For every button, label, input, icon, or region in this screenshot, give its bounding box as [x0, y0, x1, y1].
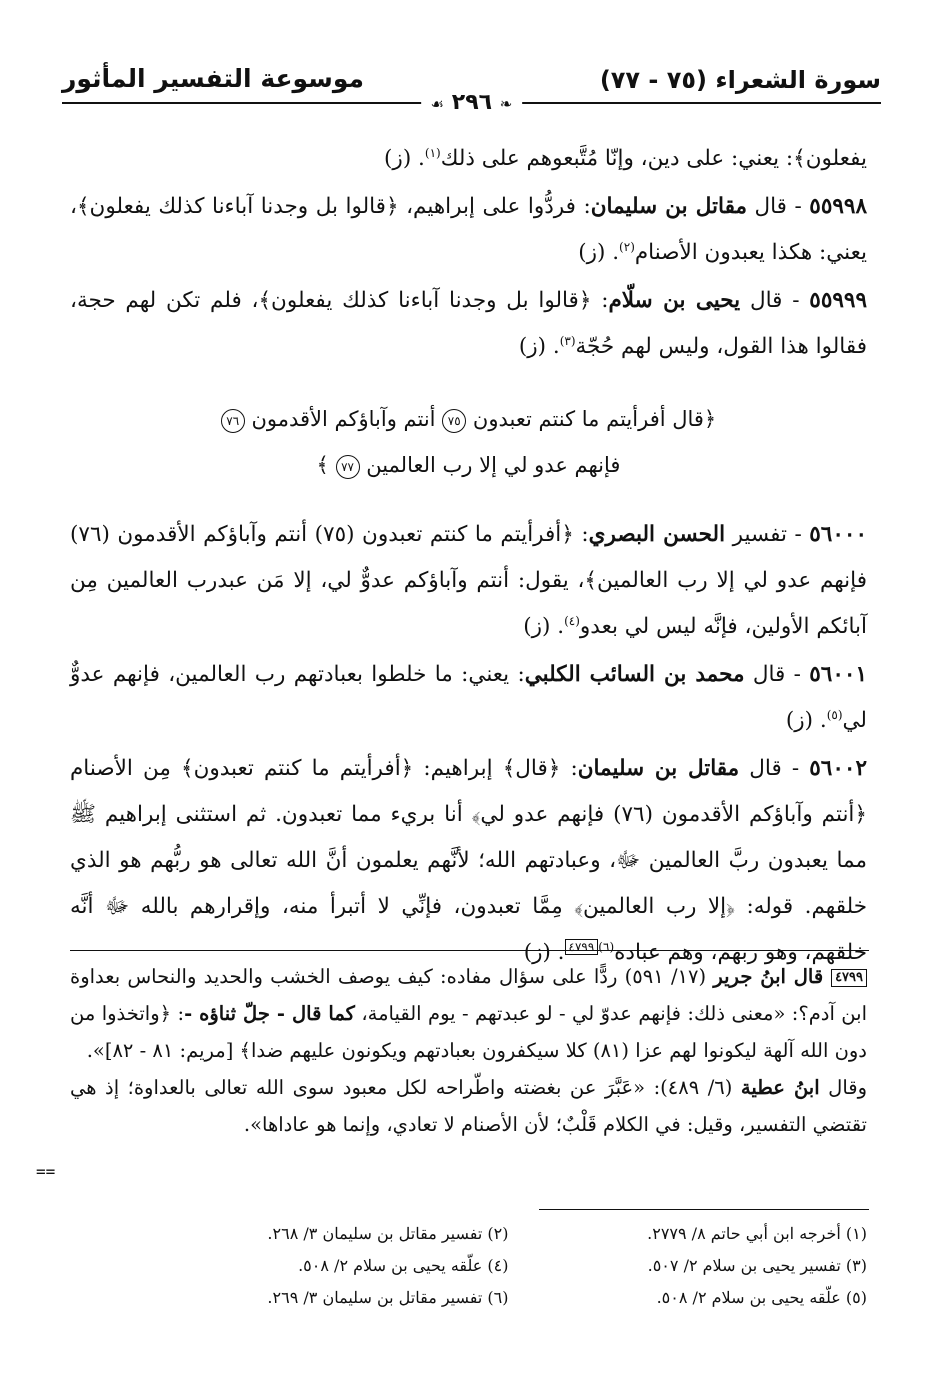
footnote: (٣) تفسير يحيى بن سلام ٢/ ٥٠٧.: [647, 1256, 867, 1275]
footnote: (٥) علّقه يحيى بن سلام ٢/ ٥٠٨.: [656, 1288, 867, 1307]
paragraph: [70, 184, 867, 276]
narrations-before-verse: [70, 136, 867, 370]
quran-verse-block: [70, 396, 867, 488]
text-segment: : يعني: ما خلطوا بعبادتهم رب العالمين، فإنهم عدوٌّ لي: [70, 662, 867, 733]
narrator-name: يحيى بن سلّام: [608, 288, 741, 313]
text-segment: : فردُّوا على إبراهيم،: [398, 194, 591, 219]
text-segment: . (ز): [384, 146, 425, 171]
verse-text: أنتم وآباؤكم الأقدمون: [251, 407, 436, 431]
commentary-rule: [70, 950, 869, 951]
ornament-icon: ❧: [499, 95, 513, 113]
text-segment: . (ز): [518, 334, 560, 359]
footnote: (٤) علّقه يحيى بن سلام ٢/ ٥٠٨.: [298, 1256, 509, 1275]
paragraph: [70, 652, 867, 744]
text-segment: - قال: [744, 662, 810, 687]
footnote: (١) أخرجه ابن أبي حاتم ٨/ ٢٧٧٩.: [647, 1224, 867, 1243]
text-segment: أنا بريء مما تعبدون. ثم استثنى إبراهيم ﷺ مما يعبدون ربَّ العالمين ﷻ، وعبادتهم الله؛ لأنَّهم يعلمون أنَّ الله تعالى هو ربُّهم هو الذي خلقهم. قوله:: [70, 802, 867, 919]
quran-quote: ﴿قالوا بل وجدنا آباءنا كذلك يفعلون﴾: [258, 288, 592, 313]
text-segment: . (ز): [785, 708, 827, 733]
text-segment: ، فلم تكن لهم حجة، فقالوا هذا القول، وليس لهم حُجّة: [70, 288, 867, 359]
paragraph: [70, 958, 867, 1069]
ayah-number-icon: ٧٥: [442, 409, 466, 433]
narration-number: ٥٦٠٠٢: [809, 756, 867, 781]
text-segment: [مريم: ٨١ - ٨٢]».: [86, 1039, 240, 1062]
ayah-number-icon: ٧٦: [221, 409, 245, 433]
paragraph: [70, 1069, 867, 1143]
quran-quote: ﴿إلا رب العالمين﴾: [574, 894, 735, 919]
quran-quote: ﴿واتخذوا من دون الله آلهة ليكونوا لهم عزا (٨١) كلا سيكفرون بعبادتهم ويكونون عليهم ضدا﴾: [70, 1002, 867, 1062]
footnote-ref: (٦): [598, 939, 615, 954]
text-segment: ، يقول: أنتم وآباؤكم عدوٌّ لي، إلا مَن عبدرب العالمين مِن آبائكم الأولين، فإنَّه ليس لي بعدو: [70, 568, 867, 639]
page-header: [62, 58, 881, 114]
narrator-name: ابنُ عطية: [740, 1076, 820, 1099]
book-title: موسوعة التفسير المأثور: [62, 64, 364, 93]
ornament-icon: ☙: [430, 95, 445, 113]
text-segment: - تفسير: [725, 522, 810, 547]
paragraph: [70, 136, 867, 182]
quran-quote: ﴿قال﴾: [502, 756, 561, 781]
narrator-name: مقاتل بن سليمان: [590, 194, 747, 219]
verse-text: ﴿قال أفرأيتم ما كنتم تعبدون: [472, 407, 717, 431]
quran-quote: يفعلون﴾: [793, 146, 867, 171]
footnote-ref: (١): [424, 145, 441, 160]
main-text: [70, 136, 867, 978]
narration-number: ٥٥٩٩٨: [809, 194, 868, 219]
narrator-name: الحسن البصري: [588, 522, 726, 547]
footnote-ref: (٤): [564, 613, 580, 628]
text-segment: مِمَّا تعبدون، فإنِّي لا أتبرأ منه، وإقرارهم بالله ﷻ أنَّه خلقهم، وهو ربهم، وهم عباده: [70, 894, 867, 965]
ayah-number-icon: ٧٧: [336, 455, 360, 479]
verse-close: ﴾: [316, 453, 329, 477]
quran-quote: ﴿قالوا بل وجدنا آباءنا كذلك يفعلون﴾: [76, 194, 399, 219]
commentary-section: [70, 958, 867, 1143]
paragraph: [70, 512, 867, 650]
text-segment: ، يعني: هكذا يعبدون الأصنام: [70, 194, 867, 265]
quran-quote: ﴿أنتم وآباؤكم الأقدمون (٧٦) فإنهم عدو لي﴾: [471, 802, 867, 827]
footnote-ref: (٣): [559, 333, 576, 348]
footnote-row: [150, 1218, 867, 1250]
text-segment: . (ز): [578, 240, 620, 265]
text-segment: :: [573, 522, 589, 547]
page-number-wrap: [421, 90, 523, 115]
text-segment: - قال: [740, 288, 810, 313]
text-segment: وقال: [819, 1076, 868, 1099]
commentary-ref-box: ٤٧٩٩: [831, 969, 867, 987]
footnote-rule: [539, 1209, 869, 1210]
footnote: (٢) تفسير مقاتل بن سليمان ٣/ ٢٦٨.: [267, 1224, 509, 1243]
text-segment: :: [560, 756, 578, 781]
footnotes: [150, 1218, 867, 1314]
commentary-ref-box: ٤٧٩٩: [565, 939, 599, 955]
footnote-ref: (٥): [826, 707, 843, 722]
text-segment: :: [171, 1002, 185, 1025]
verse-line: [70, 396, 867, 442]
text-segment: . (ز): [523, 940, 565, 965]
verse-line: [70, 442, 867, 488]
footnote-row: [150, 1250, 867, 1282]
narration-number: ٥٦٠٠٠: [809, 522, 867, 547]
text-segment: - قال: [746, 194, 810, 219]
narrator-name: قال ابنُ جرير: [713, 965, 832, 988]
paragraph: [70, 278, 867, 370]
text-segment: :: [591, 288, 609, 313]
narrations-after-verse: [70, 512, 867, 976]
text-segment: - قال: [739, 756, 810, 781]
paragraph: [70, 746, 867, 976]
narrator-name: محمد بن السائب الكلبي: [524, 662, 745, 687]
page-number: ٢٩٦: [451, 90, 493, 115]
continuation-mark: ==: [36, 1162, 56, 1181]
quran-quote: ﴿أفرأيتم ما كنتم تعبدون (٧٥) أنتم وآباؤكم الأقدمون (٧٦) فإنهم عدو لي إلا رب العالمين﴾: [70, 522, 867, 593]
verse-text: فإنهم عدو لي إلا رب العالمين: [366, 453, 621, 477]
narration-number: ٥٥٩٩٩: [809, 288, 868, 313]
text-segment: مِن الأصنام: [70, 756, 181, 781]
footnote: (٦) تفسير مقاتل بن سليمان ٣/ ٢٦٩.: [267, 1288, 509, 1307]
narration-number: ٥٦٠٠١: [809, 662, 867, 687]
narrator-name: كما قال - جلّ ثناؤه -: [184, 1002, 355, 1025]
narrator-name: مقاتل بن سليمان: [577, 756, 740, 781]
footnote-row: [150, 1282, 867, 1314]
text-segment: . (ز): [523, 614, 565, 639]
text-segment: (١٧/ ٥٩١) ردًّا على سؤال مفاده: كيف يوصف الخشب والحديد والنحاس بعداوة ابن آدم؟: «معنى ذلك: فإنهم عدوّ لي - لو عبدتهم - يوم القيامة،: [70, 965, 867, 1025]
footnote-ref: (٢): [619, 239, 635, 254]
text-segment: (٦/ ٤٨٩): «عَبَّرَ عن بغضته واطّراحه لكل معبود سوى الله تعالى بالعداوة؛ إذ هي تقتضي التفسير، وقيل: في الكلام قَلْبٌ؛ لأن الأصنام لا تعادي، وإنما هو عاداها».: [70, 1076, 867, 1136]
quran-quote: ﴿أفرأيتم ما كنتم تعبدون﴾: [180, 756, 414, 781]
sura-title: سورة الشعراء (٧٥ - ٧٧): [599, 66, 881, 94]
text-segment: إبراهيم:: [413, 756, 503, 781]
text-segment: : يعني: على دين، وإنّا مُتَّبعوهم على ذلك: [440, 146, 794, 171]
